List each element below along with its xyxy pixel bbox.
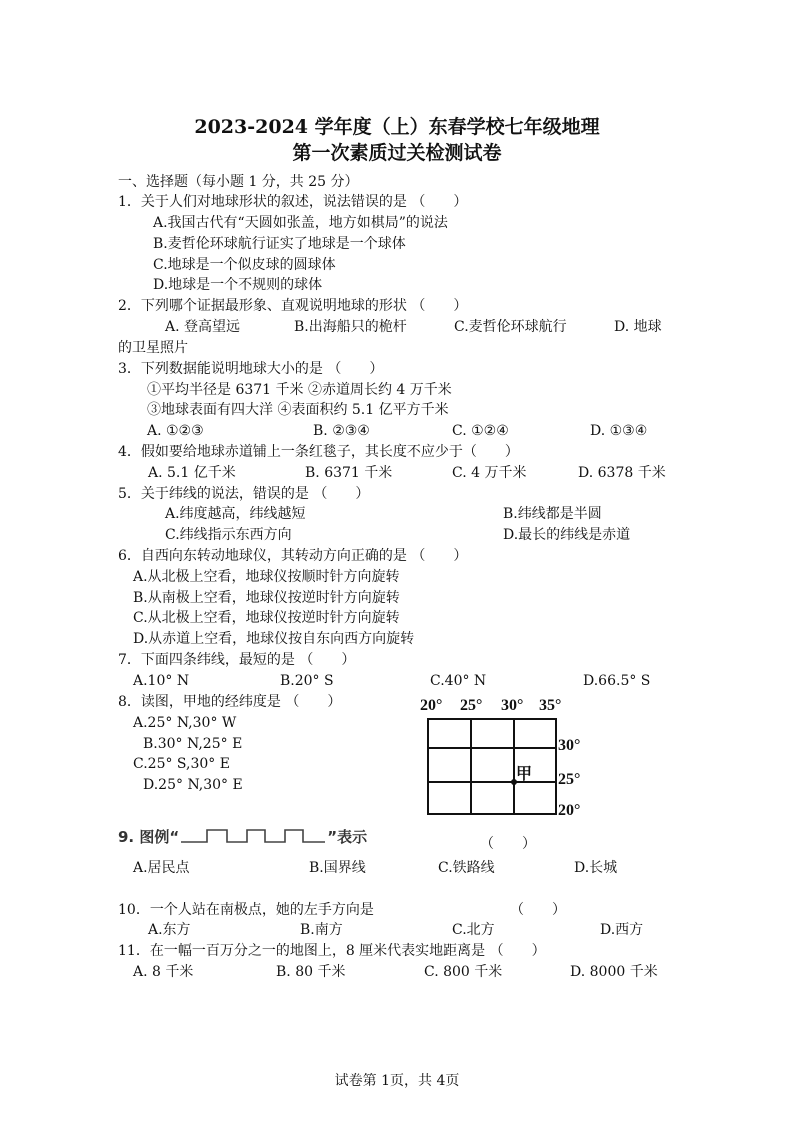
q9-option-c: C.铁路线: [438, 860, 495, 876]
q10-answer-paren: （ ）: [510, 902, 566, 918]
exam-title-line2: 第一次素质过关检测试卷: [292, 142, 502, 164]
lon-label-2: 25°: [460, 697, 483, 714]
q2-stem: 2．下列哪个证据最形象、直观说明地球的形状 （ ）: [118, 298, 468, 314]
lat-label-1: 30°: [558, 737, 581, 754]
page-footer: 试卷第 1页，共 4页: [334, 1073, 460, 1089]
q9-option-d: D.长城: [574, 860, 618, 876]
q8-option-c: C.25° S,30° E: [133, 756, 230, 772]
q11-option-c: C. 800 千米: [424, 964, 503, 980]
q5-stem: 5．关于纬线的说法，错误的是 （ ）: [118, 486, 370, 502]
q4-stem: 4．假如要给地球赤道铺上一条红毯子，其长度不应少于（ ）: [118, 444, 519, 460]
q11-option-a: A. 8 千米: [133, 964, 194, 980]
q6-option-d: D.从赤道上空看，地球仪按自东向西方向旋转: [133, 631, 415, 647]
lon-label-1: 20°: [420, 697, 443, 714]
q2-option-d-cont: 的卫星照片: [118, 340, 188, 356]
q10-option-a: A.东方: [148, 922, 191, 938]
q4-option-c: C. 4 万千米: [452, 465, 527, 481]
q1-option-d: D.地球是一个不规则的球体: [153, 277, 323, 293]
q6-option-b: B.从南极上空看，地球仪按逆时针方向旋转: [133, 590, 400, 606]
lon-label-3: 30°: [501, 697, 524, 714]
q9-stem: [118, 826, 367, 847]
q7-option-d: D.66.5° S: [583, 673, 651, 689]
q11-stem: 11．在一幅一百万分之一的地图上，8 厘米代表实地距离是 （ ）: [118, 943, 546, 959]
lon-label-4: 35°: [539, 697, 562, 714]
q8-option-b: B.30° N,25° E: [143, 736, 243, 752]
q1-stem: 1．关于人们对地球形状的叙述，说法错误的是 （ ）: [118, 194, 468, 210]
section-heading: 一、选择题（每小题 1 分，共 25 分）: [118, 174, 359, 190]
q6-option-a: A.从北极上空看，地球仪按顺时针方向旋转: [133, 569, 400, 585]
point-jia-label: 甲: [516, 766, 533, 783]
q9-option-b: B.国界线: [309, 860, 366, 876]
q3-option-d: D. ①③④: [590, 423, 648, 439]
q10-option-b: B.南方: [300, 922, 343, 938]
q7-stem: 7．下面四条纬线，最短的是 （ ）: [118, 652, 356, 668]
q9-answer-paren: （ ）: [480, 836, 536, 852]
q5-option-d: D.最长的纬线是赤道: [503, 527, 631, 543]
q3-stem: 3．下列数据能说明地球大小的是 （ ）: [118, 361, 384, 377]
q7-option-c: C.40° N: [430, 673, 487, 689]
q4-option-a: A. 5.1 亿千米: [148, 465, 236, 481]
q6-stem: 6．自西向东转动地球仪，其转动方向正确的是 （ ）: [118, 548, 468, 564]
boundary-legend-icon: [179, 826, 327, 846]
q9-stem-suffix: ”表示: [327, 828, 368, 846]
q10-option-c: C.北方: [452, 922, 495, 938]
q7-option-b: B.20° S: [280, 673, 334, 689]
q7-option-a: A.10° N: [133, 673, 190, 689]
q10-stem: 10．一个人站在南极点，她的左手方向是: [118, 902, 374, 918]
q11-option-b: B. 80 千米: [276, 964, 346, 980]
q5-option-b: B.纬线都是半圆: [503, 506, 602, 522]
lat-label-2: 25°: [558, 771, 581, 788]
q10-option-d: D.西方: [600, 922, 644, 938]
q9-option-a: A.居民点: [133, 860, 190, 876]
q3-option-c: C. ①②④: [452, 423, 509, 439]
q5-option-a: A.纬度越高，纬线越短: [165, 506, 306, 522]
q2-option-c: C.麦哲伦环球航行: [454, 319, 567, 335]
lat-lon-grid-figure: [410, 695, 600, 825]
q6-option-c: C.从北极上空看，地球仪按逆时针方向旋转: [133, 610, 400, 626]
lat-label-3: 20°: [558, 802, 581, 819]
exam-title-line1: 2023-2024 学年度（上）东春学校七年级地理: [194, 116, 600, 138]
q3-statement-1: ①平均半径是 6371 千米 ②赤道周长约 4 万千米: [147, 382, 452, 398]
q9-stem-prefix: 9. 图例“: [118, 828, 180, 846]
q2-option-a: A. 登高望远: [165, 319, 241, 335]
q2-option-d: D. 地球: [614, 319, 662, 335]
q5-option-c: C.纬线指示东西方向: [165, 527, 292, 543]
q3-option-a: A. ①②③: [147, 423, 204, 439]
q8-option-a: A.25° N,30° W: [133, 715, 237, 731]
q8-option-d: D.25° N,30° E: [143, 777, 243, 793]
q4-option-b: B. 6371 千米: [305, 465, 393, 481]
q1-option-c: C.地球是一个似皮球的圆球体: [153, 257, 336, 273]
q1-option-b: B.麦哲伦环球航行证实了地球是一个球体: [153, 236, 406, 252]
q3-option-b: B. ②③④: [313, 423, 370, 439]
q8-stem: 8．读图，甲地的经纬度是 （ ）: [118, 694, 342, 710]
q3-statement-2: ③地球表面有四大洋 ④表面积约 5.1 亿平方千米: [147, 402, 449, 418]
q11-option-d: D. 8000 千米: [570, 964, 658, 980]
q4-option-d: D. 6378 千米: [578, 465, 666, 481]
q1-option-a: A.我国古代有“天圆如张盖，地方如棋局”的说法: [153, 215, 448, 231]
q2-option-b: B.出海船只的桅杆: [294, 319, 407, 335]
